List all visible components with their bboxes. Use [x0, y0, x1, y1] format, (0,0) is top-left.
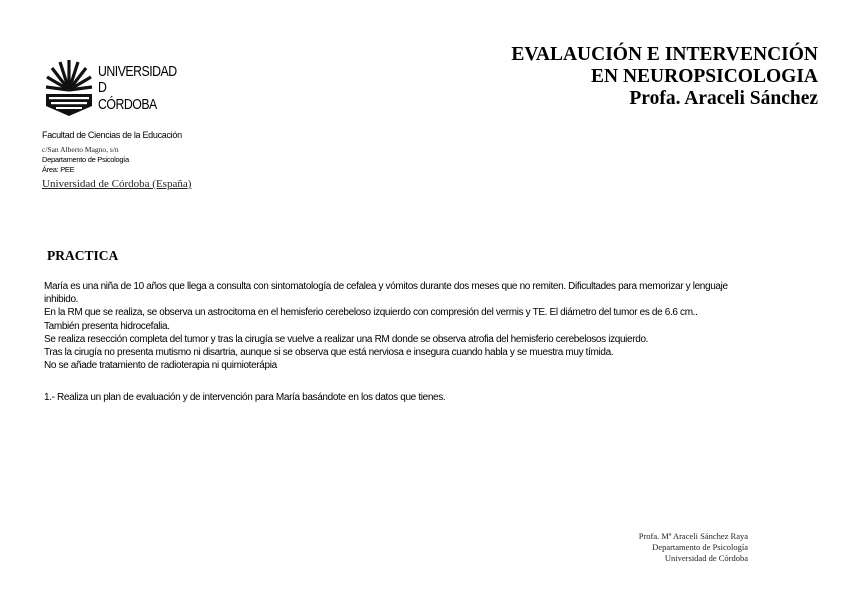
paragraph: Se realiza resección completa del tumor y tras la cirugía se vuelve a realizar una RM donde se observa atrofia del hemisferio cerebelosos izquierdo. — [44, 333, 649, 345]
paragraph: Tras la cirugía no presenta mutismo ni disartria, aunque si se observa que está nerviosa e insegura cuando habla y se muestra muy tímida. — [44, 347, 614, 359]
case-description — [44, 280, 764, 372]
section-heading: PRACTICA — [47, 248, 119, 263]
university-link[interactable]: Universidad de Córdoba (España) — [42, 178, 192, 190]
paragraph: En la RM que se realiza, se observa un astrocitoma en el hemisferio cerebeloso izquierdo con compresión del vermis y TE. El diámetro del tumor es de 6.6 cm.. — [44, 307, 698, 319]
footer-line-3: Universidad de Córdoba — [664, 553, 748, 563]
title-line-1: EVALAUCIÓN E INTERVENCIÓN — [511, 44, 818, 65]
university-emblem-icon — [44, 56, 96, 118]
paragraph: No se añade tratamiento de radioterapia ni quimioterápia — [44, 360, 277, 372]
title-line-3: Profa. Araceli Sánchez — [629, 88, 818, 109]
document-title — [511, 44, 818, 110]
area-label: Área: PEE — [42, 165, 75, 174]
title-line-2: EN NEUROPSICOLOGIA — [591, 66, 818, 87]
exercise-question: 1.- Realiza un plan de evaluación y de intervención para María basándote en los datos que tienes. — [44, 392, 446, 403]
footer-line-1: Profa. Mª Araceli Sánchez Raya — [638, 531, 748, 541]
department-name: Departamento de Psicología — [42, 155, 129, 164]
footer-line-2: Departamento de Psicología — [652, 542, 748, 552]
university-logo — [44, 56, 204, 118]
logo-text-line1: UNIVERSIDAD — [98, 63, 177, 80]
paragraph: También presenta hidrocefalia. — [44, 320, 170, 332]
logo-text-line2: D — [98, 79, 107, 96]
logo-text-line3: CÓRDOBA — [98, 96, 157, 113]
paragraph: María es una niña de 10 años que llega a consulta con sintomatología de cefalea y vómitos durante dos meses que no remiten. Dificultades para memorizar y lenguaje inhibido. — [44, 281, 728, 306]
footer-signature — [639, 531, 748, 564]
faculty-name: Facultad de Ciencias de la Educación — [42, 130, 182, 140]
address: c/San Alberto Magno, s/n — [42, 145, 119, 154]
